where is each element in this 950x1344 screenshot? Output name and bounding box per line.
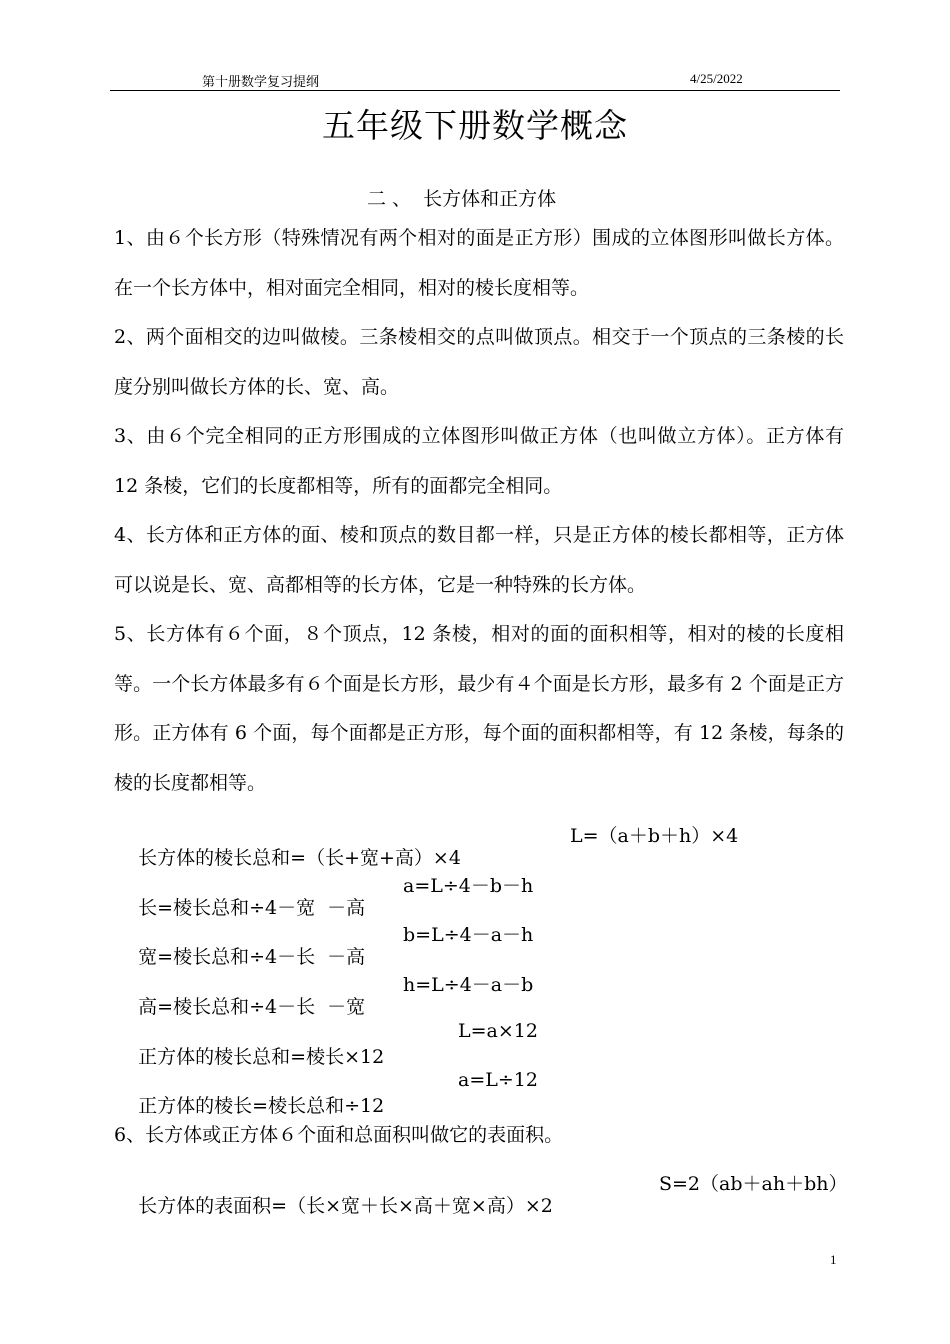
formula-text: 正方体的棱长总和=棱长×12	[138, 1046, 385, 1068]
document-title: 五年级下册数学概念	[322, 106, 628, 145]
paragraph-5: 5、长方体有６个面，８个顶点，12 条棱，相对的面的面积相等，相对的棱的长度相等。一个长方体最多有６个面是长方形，最少有４个面是长方形，最多有 2 个面是正方形。正方体有 6 个面，每个面都是正方形，每个面的面积都相等，有 12 条棱，每条的棱的长度都相等。	[114, 623, 844, 794]
formula-text: 高=棱长总和÷4－长 －宽	[138, 996, 366, 1018]
formula-line	[114, 970, 534, 1018]
formula-line	[114, 821, 739, 869]
page-header	[110, 68, 840, 91]
formula-symbolic: a=L÷4－b－h	[403, 875, 534, 897]
paragraph-6: 6、长方体或正方体６个面和总面积叫做它的表面积。	[114, 1124, 564, 1146]
paragraph-4: 4、长方体和正方体的面、棱和顶点的数目都一样，只是正方体的棱长都相等，正方体可以说是长、宽、高都相等的长方体，它是一种特殊的长方体。	[114, 524, 844, 596]
formula-symbolic: S=2（ab＋ah＋bh）	[659, 1173, 848, 1195]
formula-text: 长=棱长总和÷4－宽 －高	[138, 897, 366, 919]
section-heading: 二 、 长方体和正方体	[367, 188, 557, 210]
formula-text: 长方体的表面积=（长×宽＋长×高＋宽×高）×2	[138, 1195, 553, 1217]
header-date: 4/25/2022	[690, 71, 743, 86]
surface-area-formula	[114, 1169, 848, 1217]
formula-line	[114, 871, 534, 919]
formula-line	[114, 1069, 538, 1117]
paragraph-3: 3、由６个完全相同的正方形围成的立体图形叫做正方体（也叫做立方体）。正方体有 12 条棱，它们的长度都相等，所有的面都完全相同。	[114, 425, 851, 497]
formula-text: 宽=棱长总和÷4－长 －高	[138, 946, 366, 968]
formula-line	[114, 1020, 538, 1068]
paragraph-2: 2、两个面相交的边叫做棱。三条棱相交的点叫做顶点。相交于一个顶点的三条棱的长度分别叫做长方体的长、宽、高。	[114, 326, 844, 398]
formula-symbolic: L=（a＋b＋h）×4	[570, 825, 739, 847]
formula-text: 正方体的棱长=棱长总和÷12	[138, 1095, 385, 1117]
header-title: 第十册数学复习提纲	[202, 75, 320, 90]
formula-symbolic: h=L÷4－a－b	[403, 974, 534, 996]
formula-symbolic: a=L÷12	[458, 1069, 538, 1091]
paragraph-1: 1、由６个长方形（特殊情况有两个相对的面是正方形）围成的立体图形叫做长方体。在一个长方体中，相对面完全相同，相对的棱长度相等。	[114, 227, 844, 299]
formula-text: 长方体的棱长总和=（长+宽+高）×4	[138, 847, 461, 869]
page-number: 1	[830, 1252, 837, 1267]
formula-line	[114, 920, 534, 968]
formula-symbolic: b=L÷4－a－h	[403, 924, 534, 946]
formula-symbolic: L=a×12	[458, 1020, 538, 1042]
